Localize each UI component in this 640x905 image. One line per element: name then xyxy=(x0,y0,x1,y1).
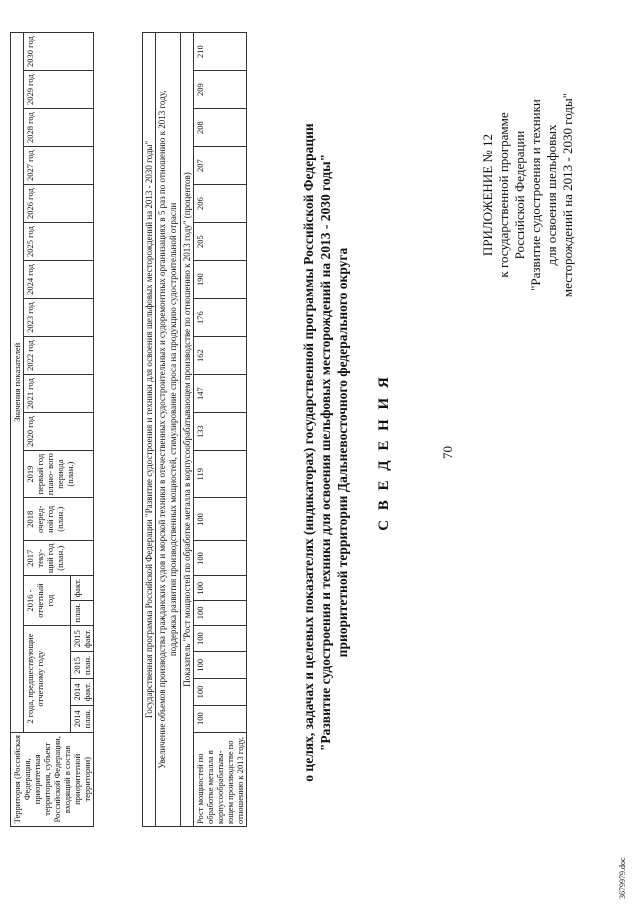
subtitle-line: приоритетной территории Дальневосточного федерального округа xyxy=(335,247,350,658)
subtitle-line: "Развитие судостроения и техники для освоения шельфовых месторождений на 2013 - 2030 годы" xyxy=(318,153,333,752)
year-label: 2014 xyxy=(72,683,82,701)
values-header: Значения показателей xyxy=(11,33,24,733)
subheader xyxy=(71,705,94,732)
appendix-block xyxy=(480,30,576,360)
program-row: Государственная программа Российской Федерации "Развитие судостроения и техники для освоения шельфовых месторождений на 2013 - 2030 годы" xyxy=(143,33,156,827)
subheader: факт. xyxy=(71,576,94,601)
document-title: С В Е Д Е Н И Я xyxy=(376,374,392,531)
indicators-table xyxy=(10,32,94,827)
plan-label: план. xyxy=(82,709,92,729)
year-header: 2021 год xyxy=(24,375,94,413)
value-cell: 133 xyxy=(194,413,247,451)
value-cell: 210 xyxy=(194,33,247,71)
value-cell: 209 xyxy=(194,71,247,109)
appendix-line: "Развитие судостроения и техники xyxy=(528,99,543,291)
subheader xyxy=(71,625,94,652)
year-header: 2022 год xyxy=(24,337,94,375)
value-cell: 162 xyxy=(194,337,247,375)
territory-header: Территория (Российская Федерация, приоритетная территория, субъект Российской Федерации, входящий в состав приоритетной территории) xyxy=(11,732,94,826)
appendix-line: Российской Федерации xyxy=(512,130,527,260)
year-label: 2015 xyxy=(72,630,82,648)
year-header: 2024 год xyxy=(24,261,94,299)
document-id: 3679979.doc xyxy=(618,857,627,899)
plan-label: план. xyxy=(82,655,92,675)
value-cell: 100 xyxy=(194,601,247,626)
year-header: 2027 год xyxy=(24,147,94,185)
year-header: 2028 год xyxy=(24,109,94,147)
value-cell: 206 xyxy=(194,185,247,223)
year-header: 2026 год xyxy=(24,185,94,223)
subheader xyxy=(71,652,94,679)
appendix-line: для освоения шельфовых xyxy=(544,124,559,266)
value-cell: 100 xyxy=(194,625,247,652)
subtitle-line: о целях, задачах и целевых показателях (индикаторах) государственной программы Российской Федерации xyxy=(301,123,316,782)
value-cell: 147 xyxy=(194,375,247,413)
year-header: 2020 год xyxy=(24,413,94,451)
value-cell: 100 xyxy=(194,652,247,679)
year-header: 2025 год xyxy=(24,223,94,261)
goal-line: Увеличение объемов производства гражданских судов и морской техники в отечественных судостроительных и судоремонтных организациях в 5 раз по отношению к 2013 году, xyxy=(157,90,167,769)
value-cell: 205 xyxy=(194,223,247,261)
value-cell: 190 xyxy=(194,261,247,299)
value-cell: 176 xyxy=(194,299,247,337)
appendix-line: месторождений на 2013 - 2030 годы" xyxy=(560,92,575,298)
value-cell: 100 xyxy=(194,498,247,541)
appendix-title: ПРИЛОЖЕНИЕ № 12 xyxy=(480,133,495,257)
subheader: план. xyxy=(71,600,94,625)
year-header: 2023 год xyxy=(24,299,94,337)
fact-label: факт. xyxy=(82,682,92,702)
goal-row xyxy=(156,33,181,827)
value-cell: 119 xyxy=(194,451,247,498)
appendix-line: к государственной программе xyxy=(496,112,511,278)
value-cell: 100 xyxy=(194,679,247,706)
y2017-header: 2017 теку- щий год (план.) xyxy=(24,541,94,576)
goal-line: поддержка развития производственных мощностей, стимулирование спроса на продукцию судостроительной отрасли xyxy=(168,202,178,657)
year-label: 2014 xyxy=(72,710,82,728)
subheader xyxy=(71,679,94,706)
y2018-header: 2018 очеред- ной год (план.) xyxy=(24,498,94,541)
two-years-header: 2 года, предшествующие отчетному году xyxy=(24,625,71,732)
page-number: 70 xyxy=(440,446,455,459)
value-cell: 100 xyxy=(194,576,247,601)
value-cell: 208 xyxy=(194,109,247,147)
year-header: 2030 год xyxy=(24,33,94,71)
indicator-label: Рост мощностей по обработке металла в корпусообрабатыва- ющем производстве по отношению к 2013 году, xyxy=(194,732,247,826)
y2016-header: 2016 - отчетный год xyxy=(24,576,71,626)
year-header: 2029 год xyxy=(24,71,94,109)
sections-table xyxy=(142,32,247,827)
fact-label: факт. xyxy=(82,629,92,648)
value-cell: 100 xyxy=(194,541,247,576)
year-label: 2015 xyxy=(72,656,82,674)
y2019-header: 2019 первый год плано- вого периода (план.) xyxy=(24,450,94,497)
value-cell: 100 xyxy=(194,705,247,732)
value-cell: 207 xyxy=(194,147,247,185)
document-subtitle xyxy=(300,0,351,905)
indicator-row: Показатель "Рост мощностей по обработке металла в корпусообрабатывающем производстве по отношению к 2013 году" (процентов) xyxy=(181,33,194,827)
